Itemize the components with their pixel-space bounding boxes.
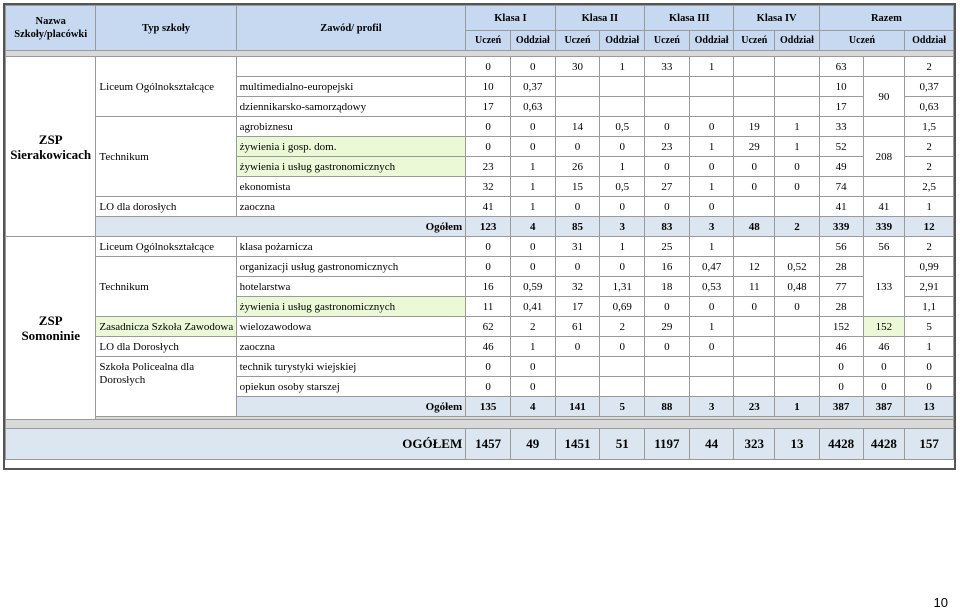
summary-value: 88 <box>645 397 690 417</box>
header-class-3: Klasa III <box>645 6 734 31</box>
empty-cell <box>775 317 820 337</box>
empty-cell <box>645 357 690 377</box>
value-cell: 0 <box>905 357 954 377</box>
empty-cell <box>734 197 775 217</box>
value-cell: 0 <box>689 117 734 137</box>
value-cell: 0 <box>775 157 820 177</box>
profile-cell-selected: żywienia i usług gastronomicznych <box>236 297 466 317</box>
value-cell <box>863 57 905 77</box>
grand-total-value: 4428 <box>819 429 863 460</box>
empty-cell <box>863 177 905 197</box>
header-division: Oddział <box>510 31 555 51</box>
value-cell: 0 <box>645 117 690 137</box>
value-cell: 1,1 <box>905 297 954 317</box>
value-cell: 46 <box>863 337 905 357</box>
value-cell: 33 <box>819 117 863 137</box>
value-cell: 0 <box>510 57 555 77</box>
value-cell: 32 <box>555 277 600 297</box>
empty-cell <box>645 77 690 97</box>
empty-cell <box>734 317 775 337</box>
summary-value: 135 <box>466 397 511 417</box>
value-cell-selected: 152 <box>863 317 905 337</box>
empty-cell <box>555 97 600 117</box>
value-cell: 1 <box>905 197 954 217</box>
value-cell: 1,5 <box>905 117 954 137</box>
value-cell: 0,37 <box>510 77 555 97</box>
summary-value: 4 <box>510 397 555 417</box>
value-cell: 0,37 <box>905 77 954 97</box>
empty-cell <box>600 77 645 97</box>
value-cell: 0 <box>734 297 775 317</box>
location-somoninie: ZSP Somoninie <box>6 237 96 420</box>
value-cell: 0 <box>775 177 820 197</box>
value-cell: 0 <box>734 157 775 177</box>
value-cell: 46 <box>466 337 511 357</box>
value-cell: 0 <box>600 137 645 157</box>
school-type-lo: Liceum Ogólnokształcące <box>96 237 236 257</box>
value-cell: 0 <box>689 337 734 357</box>
empty-cell <box>600 97 645 117</box>
empty-cell <box>734 237 775 257</box>
grand-total-value: 49 <box>510 429 555 460</box>
grand-total-value: 1457 <box>466 429 511 460</box>
value-cell: 0 <box>600 257 645 277</box>
summary-value: 339 <box>863 217 905 237</box>
empty-cell <box>645 377 690 397</box>
grand-total-value: 4428 <box>863 429 905 460</box>
empty-cell <box>734 97 775 117</box>
value-cell <box>734 57 775 77</box>
value-cell: 0 <box>510 237 555 257</box>
value-cell: 0,99 <box>905 257 954 277</box>
header-student: Uczeń <box>819 31 904 51</box>
empty-cell <box>775 197 820 217</box>
empty-cell <box>734 357 775 377</box>
profile-cell: organizacji usług gastronomicznych <box>236 257 466 277</box>
value-cell: 16 <box>466 277 511 297</box>
total-lo: 90 <box>863 77 905 117</box>
value-cell: 32 <box>466 177 511 197</box>
header-class-1: Klasa I <box>466 6 555 31</box>
value-cell: 0,41 <box>510 297 555 317</box>
value-cell: 0 <box>466 357 511 377</box>
value-cell: 1 <box>689 177 734 197</box>
header-school-type: Typ szkoły <box>96 6 236 51</box>
summary-value: 4 <box>510 217 555 237</box>
value-cell: 0 <box>645 197 690 217</box>
page-number: 10 <box>933 595 948 610</box>
summary-value: 12 <box>905 217 954 237</box>
value-cell: 0 <box>734 177 775 197</box>
value-cell: 2 <box>905 237 954 257</box>
grand-total-value: 51 <box>600 429 645 460</box>
value-cell: 28 <box>819 297 863 317</box>
summary-value: 387 <box>863 397 905 417</box>
value-cell: 0 <box>510 257 555 277</box>
value-cell: 63 <box>819 57 863 77</box>
location-sierakowice: ZSP Sierakowicach <box>6 57 96 237</box>
value-cell: 0,69 <box>600 297 645 317</box>
value-cell: 56 <box>819 237 863 257</box>
summary-value: 5 <box>600 397 645 417</box>
value-cell: 0 <box>555 257 600 277</box>
school-type-technikum: Technikum <box>96 257 236 317</box>
empty-cell <box>645 97 690 117</box>
value-cell: 77 <box>819 277 863 297</box>
value-cell: 41 <box>466 197 511 217</box>
summary-value: 3 <box>689 217 734 237</box>
value-cell: 0 <box>466 137 511 157</box>
profile-cell: wielozawodowa <box>236 317 466 337</box>
summary-value: 3 <box>689 397 734 417</box>
header-student: Uczeń <box>466 31 511 51</box>
empty-cell <box>555 377 600 397</box>
value-cell: 2 <box>905 157 954 177</box>
empty-cell <box>734 77 775 97</box>
value-cell: 1 <box>689 237 734 257</box>
value-cell: 1 <box>775 117 820 137</box>
value-cell: 2 <box>600 317 645 337</box>
summary-value: 23 <box>734 397 775 417</box>
summary-value: 123 <box>466 217 511 237</box>
profile-cell: opiekun osoby starszej <box>236 377 466 397</box>
value-cell: 0,48 <box>775 277 820 297</box>
grand-total-value: 1451 <box>555 429 600 460</box>
header-student: Uczeń <box>645 31 690 51</box>
grand-total-value: 13 <box>775 429 820 460</box>
value-cell: 0,52 <box>775 257 820 277</box>
profile-cell-selected: żywienia i usług gastronomicznych <box>236 157 466 177</box>
value-cell: 0 <box>510 117 555 137</box>
value-cell: 0 <box>555 197 600 217</box>
value-cell: 0 <box>819 357 863 377</box>
summary-label: Ogółem <box>96 217 466 237</box>
value-cell: 0,5 <box>600 117 645 137</box>
value-cell: 2,91 <box>905 277 954 297</box>
header-division: Oddział <box>775 31 820 51</box>
value-cell: 11 <box>734 277 775 297</box>
value-cell: 0 <box>466 237 511 257</box>
grand-total-value: 157 <box>905 429 954 460</box>
header-student: Uczeń <box>555 31 600 51</box>
empty-cell <box>689 377 734 397</box>
value-cell: 0 <box>466 57 511 77</box>
summary-value: 83 <box>645 217 690 237</box>
value-cell: 0 <box>600 337 645 357</box>
value-cell: 10 <box>466 77 511 97</box>
value-cell: 1 <box>600 57 645 77</box>
value-cell: 0 <box>466 117 511 137</box>
profile-cell: zaoczna <box>236 337 466 357</box>
value-cell: 0 <box>689 297 734 317</box>
value-cell: 0,53 <box>689 277 734 297</box>
empty-cell <box>775 97 820 117</box>
value-cell: 29 <box>645 317 690 337</box>
total-technikum: 208 <box>863 137 905 177</box>
summary-value: 85 <box>555 217 600 237</box>
value-cell: 0 <box>819 377 863 397</box>
value-cell: 18 <box>645 277 690 297</box>
value-cell: 31 <box>555 237 600 257</box>
header-class-2: Klasa II <box>555 6 644 31</box>
empty-cell <box>689 97 734 117</box>
value-cell: 61 <box>555 317 600 337</box>
profile-cell: hotelarstwa <box>236 277 466 297</box>
school-type-lo-adults: LO dla Dorosłych <box>96 337 236 357</box>
grand-total-label: OGÓŁEM <box>6 429 466 460</box>
empty-cell <box>775 357 820 377</box>
value-cell: 2 <box>905 137 954 157</box>
empty-cell <box>555 77 600 97</box>
value-cell: 23 <box>466 157 511 177</box>
value-cell: 49 <box>819 157 863 177</box>
summary-value: 13 <box>905 397 954 417</box>
value-cell: 0 <box>510 377 555 397</box>
value-cell: 14 <box>555 117 600 137</box>
value-cell: 0,59 <box>510 277 555 297</box>
summary-value: 339 <box>819 217 863 237</box>
profile-cell: dziennikarsko-samorządowy <box>236 97 466 117</box>
value-cell: 1 <box>510 157 555 177</box>
value-cell: 1 <box>600 237 645 257</box>
value-cell: 23 <box>645 137 690 157</box>
header-school-name: Nazwa Szkoły/placówki <box>6 6 96 51</box>
header-division: Oddział <box>905 31 954 51</box>
value-cell: 1 <box>905 337 954 357</box>
value-cell: 10 <box>819 77 863 97</box>
value-cell: 0 <box>863 377 905 397</box>
value-cell: 0 <box>600 197 645 217</box>
profile-cell: ekonomista <box>236 177 466 197</box>
value-cell: 17 <box>555 297 600 317</box>
grand-total-value: 1197 <box>645 429 690 460</box>
grand-total-value: 323 <box>734 429 775 460</box>
value-cell: 12 <box>734 257 775 277</box>
value-cell: 28 <box>819 257 863 277</box>
value-cell: 1 <box>510 337 555 357</box>
value-cell: 41 <box>819 197 863 217</box>
value-cell: 1,31 <box>600 277 645 297</box>
value-cell: 0 <box>510 357 555 377</box>
summary-value: 387 <box>819 397 863 417</box>
value-cell: 0 <box>863 357 905 377</box>
value-cell: 0 <box>645 297 690 317</box>
value-cell: 11 <box>466 297 511 317</box>
empty-cell <box>600 357 645 377</box>
value-cell: 152 <box>819 317 863 337</box>
summary-value: 3 <box>600 217 645 237</box>
value-cell: 1 <box>510 177 555 197</box>
empty-cell <box>863 117 905 137</box>
value-cell: 46 <box>819 337 863 357</box>
value-cell: 0 <box>466 377 511 397</box>
summary-value: 2 <box>775 217 820 237</box>
empty-cell <box>689 77 734 97</box>
empty-cell <box>689 357 734 377</box>
value-cell: 0 <box>645 337 690 357</box>
value-cell: 33 <box>645 57 690 77</box>
value-cell: 52 <box>819 137 863 157</box>
value-cell: 0 <box>775 297 820 317</box>
value-cell: 17 <box>466 97 511 117</box>
value-cell: 5 <box>905 317 954 337</box>
summary-value: 1 <box>775 397 820 417</box>
header-profile: Zawód/ profil <box>236 6 466 51</box>
empty-cell <box>775 377 820 397</box>
empty-cell <box>600 377 645 397</box>
empty-cell <box>775 77 820 97</box>
empty-cell <box>775 237 820 257</box>
header-class-4: Klasa IV <box>734 6 819 31</box>
value-cell: 1 <box>510 197 555 217</box>
school-type-lo: Liceum Ogólnokształcące <box>96 57 236 117</box>
summary-label: Ogółem <box>236 397 466 417</box>
profile-cell: technik turystyki wiejskiej <box>236 357 466 377</box>
value-cell: 2,5 <box>905 177 954 197</box>
empty-cell <box>734 337 775 357</box>
school-type-technikum: Technikum <box>96 117 236 197</box>
profile-cell: klasa pożarnicza <box>236 237 466 257</box>
total-technikum: 133 <box>863 257 905 317</box>
profile-cell: multimedialno-europejski <box>236 77 466 97</box>
grand-total-value: 44 <box>689 429 734 460</box>
value-cell: 0,63 <box>905 97 954 117</box>
value-cell: 16 <box>645 257 690 277</box>
value-cell: 1 <box>689 317 734 337</box>
empty-cell <box>555 357 600 377</box>
summary-value: 141 <box>555 397 600 417</box>
school-type-lo-adults: LO dla dorosłych <box>96 197 236 217</box>
value-cell: 29 <box>734 137 775 157</box>
empty-cell <box>775 337 820 357</box>
value-cell: 27 <box>645 177 690 197</box>
value-cell: 1 <box>689 57 734 77</box>
value-cell: 17 <box>819 97 863 117</box>
school-type-zsz: Zasadnicza Szkoła Zawodowa <box>96 317 236 337</box>
value-cell: 0 <box>555 137 600 157</box>
value-cell: 0 <box>689 157 734 177</box>
value-cell: 62 <box>466 317 511 337</box>
value-cell: 1 <box>689 137 734 157</box>
value-cell: 74 <box>819 177 863 197</box>
value-cell: 19 <box>734 117 775 137</box>
value-cell: 1 <box>600 157 645 177</box>
value-cell: 0,5 <box>600 177 645 197</box>
value-cell: 30 <box>555 57 600 77</box>
profile-cell-selected: żywienia i gosp. dom. <box>236 137 466 157</box>
empty-cell <box>734 377 775 397</box>
value-cell: 15 <box>555 177 600 197</box>
value-cell: 0 <box>689 197 734 217</box>
value-cell: 0 <box>905 377 954 397</box>
value-cell: 0 <box>510 137 555 157</box>
profile-cell <box>236 57 466 77</box>
value-cell: 41 <box>863 197 905 217</box>
value-cell: 0 <box>466 257 511 277</box>
value-cell <box>775 57 820 77</box>
header-division: Oddział <box>689 31 734 51</box>
value-cell: 0,63 <box>510 97 555 117</box>
value-cell: 2 <box>905 57 954 77</box>
header-total: Razem <box>819 6 953 31</box>
value-cell: 0 <box>555 337 600 357</box>
value-cell: 26 <box>555 157 600 177</box>
value-cell: 25 <box>645 237 690 257</box>
enrollment-table <box>3 3 956 470</box>
profile-cell: zaoczna <box>236 197 466 217</box>
value-cell: 56 <box>863 237 905 257</box>
header-student: Uczeń <box>734 31 775 51</box>
school-type-policealna: Szkoła Policealna dla Dorosłych <box>96 357 236 417</box>
value-cell: 2 <box>510 317 555 337</box>
value-cell: 0 <box>645 157 690 177</box>
profile-cell: agrobiznesu <box>236 117 466 137</box>
value-cell: 1 <box>775 137 820 157</box>
header-division: Oddział <box>600 31 645 51</box>
value-cell: 0,47 <box>689 257 734 277</box>
summary-value: 48 <box>734 217 775 237</box>
